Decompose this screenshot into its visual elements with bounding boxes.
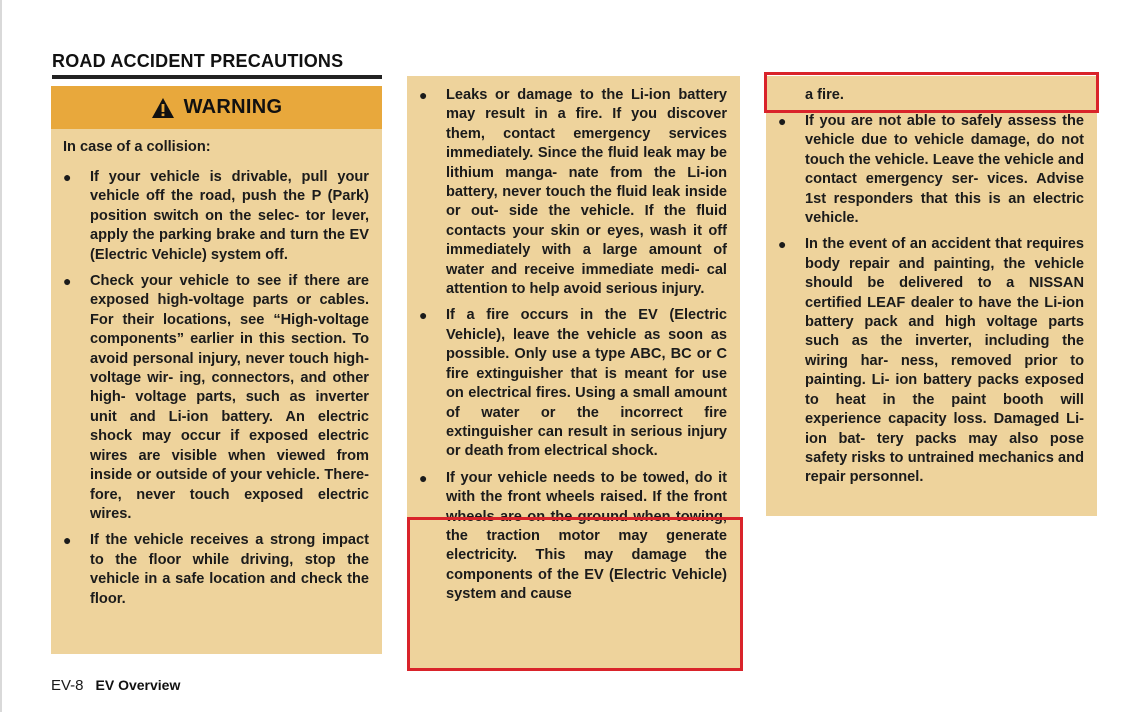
list-item: ● If your vehicle is drivable, pull your vehicle off the road, push the P (Park) position switch on the selec- tor lever, apply the parking brake and turn the EV (Electric Vehicle) system off. <box>63 169 369 263</box>
bullet: ● <box>419 87 428 103</box>
warning-triangle-icon <box>151 97 175 119</box>
list-item: ● Check your vehicle to see if there are exposed high-voltage parts or cables. For their locations, see “High-voltage components” earlier in this section. To avoid personal injury, never touch high-voltage wir- ing, connectors, and other high- voltage parts, such as inverter unit and Li-ion battery. An electric shock may occur if exposed electric wires are visible when viewed from inside or outside of your vehicle. There- fore, never touch exposed electric wires. <box>63 273 369 522</box>
list-item: ● If your vehicle needs to be towed, do it with the front wheels raised. If the front wheels are on the ground when towing, the traction motor may generate electricity. This may damage the components of the EV (Electric Vehicle) system and cause <box>419 469 727 603</box>
panel-column-3 <box>766 76 1097 516</box>
col1-list <box>51 168 369 616</box>
list-item: ● If the vehicle receives a strong impact to the floor while driving, stop the vehicle in a safe location and check the floor. <box>63 532 369 607</box>
bullet: ● <box>778 236 787 253</box>
warning-title: WARNING <box>183 96 283 118</box>
panel-column-2 <box>407 76 740 670</box>
list-item: ● If a fire occurs in the EV (Electric Vehicle), leave the vehicle as soon as possible. Only use a type ABC, BC or C fire extinguisher that is meant for use on electrical fires. Using a small amount of water or the incorrect fire extinguisher can result in serious injury or death from electrical shock. <box>419 307 727 460</box>
bullet: ● <box>419 469 428 486</box>
list-item: ● In the event of an accident that requires body repair and painting, the vehicle should be delivered to a NISSAN certified LEAF dealer to have the Li-ion battery pack and high voltage parts such as the inverter, including the wiring har- ness, removed prior to painting. Li- ion battery packs exposed to heat in the paint booth will experience capacity loss. Damaged Li-ion bat- tery packs may also pose safety risks to untrained mechanics and repair personnel. <box>778 236 1084 486</box>
warning-header <box>51 86 382 129</box>
section-heading: ROAD ACCIDENT PRECAUTIONS <box>52 51 382 79</box>
col3-list <box>766 112 1084 495</box>
bullet: ● <box>63 273 72 290</box>
bullet: ● <box>778 113 787 129</box>
bullet: ● <box>63 532 72 549</box>
page-number: EV-8 <box>51 677 84 694</box>
bullet: ● <box>63 169 72 185</box>
bullet: ● <box>419 307 428 324</box>
list-item: ● If you are not able to safely assess the vehicle due to vehicle damage, do not touch the vehicle. Leave the vehicle and contact emergency ser- vices. Advise 1st responders that this is an electric vehicle. <box>778 113 1084 227</box>
continuation-text: a fire. <box>805 87 844 103</box>
page-footer <box>51 677 180 694</box>
warning-panel <box>51 86 382 654</box>
col2-list <box>407 86 727 612</box>
intro-text: In case of a collision: <box>63 139 211 155</box>
page-edge <box>0 0 2 712</box>
footer-title: EV Overview <box>95 677 181 693</box>
list-item: ● Leaks or damage to the Li-ion battery may result in a fire. If you discover them, contact emergency services immediately. Since the fluid leak may be lithium manga- nate from the Li-ion battery, never touch the fluid leak inside or out- side the vehicle. If the fluid contacts your skin or eyes, wash it off immediately with a large amount of water and receive immediate medi- cal attention to help avoid serious injury. <box>419 87 727 298</box>
